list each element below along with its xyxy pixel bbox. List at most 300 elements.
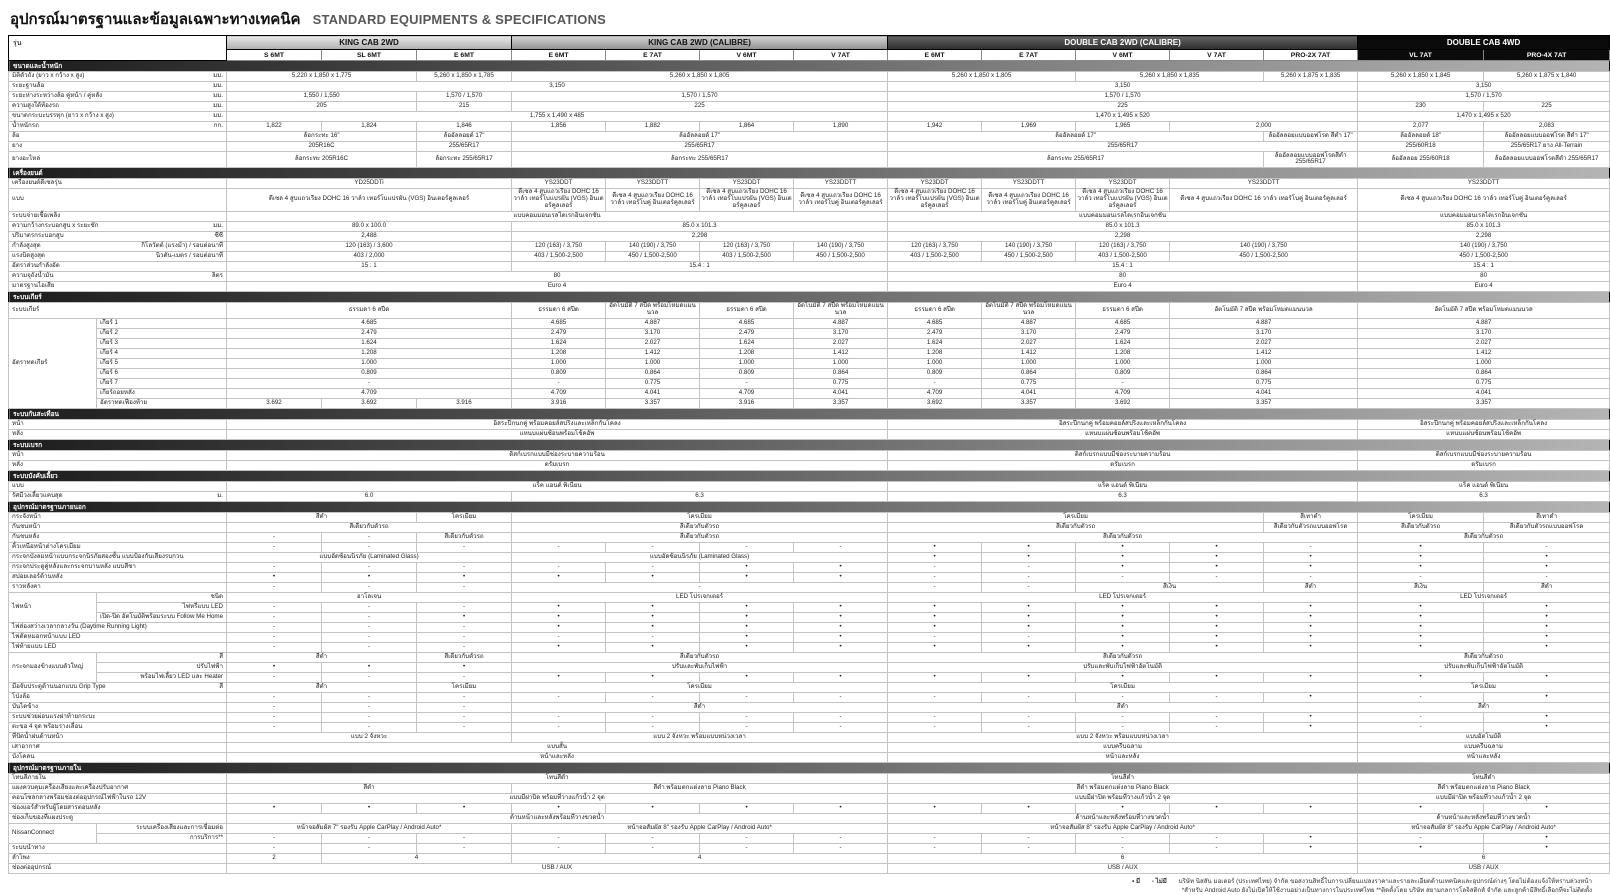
spec-cell: - [888, 572, 982, 582]
spec-cell: • [227, 662, 322, 672]
spec-cell: • [700, 803, 794, 813]
spec-cell: 230 [1358, 102, 1484, 112]
page-title-thai: อุปกรณ์มาตรฐานและข้อมูลเฉพาะทางเทคนิค [10, 11, 301, 28]
spec-cell: 4 [322, 853, 512, 863]
spec-cell: • [1264, 632, 1358, 642]
row-label [9, 853, 227, 863]
spec-cell: - [794, 692, 888, 702]
spec-cell: - [888, 562, 982, 572]
row-label [9, 281, 227, 291]
model-label-header: รุ่น [9, 36, 227, 61]
spec-cell: ดีเซล 4 สูบแถวเรียง DOHC 16 วาล์ว เทอร์โบแปรผัน (VGS) อินเตอร์คูลเลอร์ [889, 188, 980, 210]
spec-cell: - [1170, 692, 1264, 702]
spec-cell: สีดำ [227, 783, 512, 793]
spec-cell: • [794, 632, 888, 642]
spec-cell: หน้าและหลัง [227, 752, 888, 762]
spec-cell: 85.0 x 101.3 [512, 221, 888, 231]
spec-cell: YS23DDT [1076, 178, 1170, 188]
table-row [9, 72, 1610, 82]
spec-cell: - [700, 692, 794, 702]
row-label [9, 642, 227, 652]
spec-cell: 3.692 [322, 398, 417, 408]
spec-cell: - [982, 722, 1076, 732]
table-row [9, 732, 1610, 742]
spec-cell: • [1484, 562, 1610, 572]
spec-cell: • [888, 612, 982, 622]
row-unit: มม. [213, 92, 224, 100]
spec-cell: 1.208 [512, 348, 606, 358]
spec-cell: • [794, 642, 888, 652]
table-row [9, 231, 1610, 241]
spec-cell: อิสระปีกนกคู่ พร้อมคอยล์สปริงและเหล็กกันโคลง [888, 419, 1358, 429]
spec-cell: ดรัมเบรก [1358, 460, 1610, 470]
row-label [9, 632, 227, 642]
spec-cell: • [1264, 642, 1358, 652]
spec-cell: ดิสก์เบรกแบบมีช่องระบายความร้อน [227, 450, 888, 460]
row-label [97, 378, 227, 388]
spec-cell: ปรับและพับเก็บไฟฟ้าอัตโนมัติ [1358, 662, 1610, 672]
model-column-header: S 6MT [227, 50, 322, 61]
row-label-text: กันชนหน้า [12, 522, 41, 530]
row-label [9, 491, 227, 501]
spec-cell: 5,260 x 1,850 x 1,785 [417, 72, 512, 82]
spec-cell: 2,083 [1484, 122, 1610, 132]
spec-cell: 2,298 [512, 231, 888, 241]
spec-cell: 1.412 [794, 348, 888, 358]
table-row [9, 132, 1610, 142]
spec-cell: - [322, 622, 417, 632]
spec-cell: สีดำ [227, 512, 417, 522]
spec-cell: - [1264, 572, 1358, 582]
spec-cell: ธรรมดา 6 สปีด [227, 302, 512, 318]
spec-cell: 6 [888, 853, 1358, 863]
spec-cell: 1,755 x 1,490 x 485 [227, 112, 888, 122]
row-label-text: ช่องเก็บของที่แผงประตู [12, 813, 73, 821]
spec-cell: Euro 4 [227, 281, 888, 291]
row-label-text: กระจกประตูคู่หลังและกระจกบานหลัง แบบสีชา [12, 562, 136, 570]
spec-cell: 403 / 1,500-2,500 [512, 251, 606, 261]
table-row [9, 419, 1610, 429]
spec-cell: - [1170, 712, 1264, 722]
spec-cell: • [1484, 712, 1610, 722]
spec-cell: - [322, 612, 417, 622]
row-label [97, 358, 227, 368]
table-row [9, 241, 1610, 251]
table-row [9, 542, 1610, 552]
spec-cell: - [417, 582, 512, 592]
spec-cell: - [1076, 833, 1170, 843]
spec-cell: • [888, 552, 982, 562]
spec-cell: 4.887 [606, 318, 700, 328]
spec-cell: • [1358, 612, 1484, 622]
row-unit: นิวตัน-เมตร / รอบต่อนาที [155, 251, 224, 259]
row-label-text: ระยะฐานล้อ [12, 82, 45, 90]
spec-cell: • [1264, 552, 1358, 562]
spec-cell: • [606, 672, 700, 682]
model-column-header: V 6MT [700, 50, 794, 61]
spec-cell: - [227, 702, 322, 712]
spec-cell: - [794, 712, 888, 722]
spec-cell: หน้าและหลัง [1358, 752, 1610, 762]
spec-cell: • [1264, 803, 1358, 813]
row-label [97, 388, 227, 398]
spec-cell: - [700, 542, 794, 552]
spec-cell: - [512, 712, 606, 722]
spec-cell: - [227, 632, 322, 642]
spec-cell: 2 [227, 853, 322, 863]
spec-cell: • [1358, 642, 1484, 652]
row-label-text: เครื่องยนต์ดีเซลรุ่น [12, 178, 62, 186]
spec-cell: โครเมียม [417, 512, 512, 522]
spec-cell: • [1076, 562, 1170, 572]
spec-cell: - [512, 833, 606, 843]
spec-cell: 89.0 x 100.0 [227, 221, 512, 231]
spec-cell: สีเดียวกับตัวรถแบบออฟโรด [1264, 522, 1358, 532]
spec-cell: 85.0 x 101.3 [888, 221, 1358, 231]
spec-cell: แบบ 2 จังหวะ พร้อมแบบหน่วงเวลา [888, 732, 1358, 742]
spec-cell: - [227, 622, 322, 632]
row-label-text: ช่องต่ออุปกรณ์ [12, 863, 52, 871]
spec-cell: - [794, 833, 888, 843]
spec-cell: 1.000 [982, 358, 1076, 368]
table-row [9, 398, 1610, 408]
spec-cell: สีเดียวกับตัวรถ [417, 652, 512, 662]
spec-cell: • [1264, 722, 1358, 732]
spec-cell: • [794, 562, 888, 572]
row-label [97, 833, 227, 843]
spec-cell: 1,570 / 1,570 [1358, 92, 1610, 102]
spec-cell: • [417, 572, 512, 582]
spec-cell: • [512, 672, 606, 682]
spec-cell: - [512, 632, 606, 642]
spec-cell: 1.624 [1076, 338, 1170, 348]
spec-cell: 1.000 [227, 358, 512, 368]
spec-cell: - [606, 542, 700, 552]
spec-cell: - [1170, 722, 1264, 732]
row-label [9, 552, 227, 562]
row-label [9, 102, 227, 112]
spec-cell: สีเงิน [1076, 582, 1264, 592]
spec-cell: - [982, 712, 1076, 722]
spec-cell: • [417, 662, 512, 672]
table-row [9, 318, 1610, 328]
spec-cell: • [1076, 552, 1170, 562]
spec-cell: 3.170 [1170, 328, 1358, 338]
spec-cell: 15.4 : 1 [888, 261, 1358, 271]
spec-cell: - [1170, 572, 1264, 582]
spec-cell: • [982, 612, 1076, 622]
spec-cell: - [512, 562, 606, 572]
spec-cell: • [1484, 632, 1610, 642]
spec-cell: 4.887 [1358, 318, 1610, 328]
spec-cell: - [794, 843, 888, 853]
spec-cell: ล้ออัลลอยด์ 18" [1358, 132, 1484, 142]
section-row [9, 439, 1610, 450]
spec-cell: 0.809 [512, 368, 606, 378]
spec-cell: 5,260 x 1,850 x 1,805 [888, 72, 1076, 82]
spec-cell: 4.887 [982, 318, 1076, 328]
spec-cell: • [700, 642, 794, 652]
spec-cell: 0.809 [888, 368, 982, 378]
spec-cell: • [1170, 612, 1264, 622]
spec-cell: 5,260 x 1,850 x 1,805 [512, 72, 888, 82]
spec-cell: 3,150 [888, 82, 1358, 92]
spec-cell: • [1264, 562, 1358, 572]
spec-cell: - [982, 632, 1076, 642]
spec-cell: 3.692 [227, 398, 322, 408]
spec-cell: แร็ค แอนด์ พิเนียน [1358, 481, 1610, 491]
table-row [9, 803, 1610, 813]
spec-cell: • [1264, 602, 1358, 612]
spec-cell: 15.4 : 1 [1358, 261, 1610, 271]
spec-cell: ดรัมเบรก [227, 460, 888, 470]
spec-cell: 1.000 [606, 358, 700, 368]
row-label [9, 261, 227, 271]
spec-cell: โครเมียม [1358, 682, 1610, 692]
table-row [9, 572, 1610, 582]
table-row [9, 863, 1610, 873]
model-column-header: PRO-2X 7AT [1264, 50, 1358, 61]
spec-cell: 140 (190) / 3,750 [1170, 241, 1358, 251]
spec-cell: - [982, 582, 1076, 592]
spec-cell: แบบอัดซ้อนนิรภัย (Laminated Glass) [227, 552, 512, 562]
spec-cell: - [417, 542, 512, 552]
spec-cell: ดิสก์เบรกแบบมีช่องระบายความร้อน [1358, 450, 1610, 460]
section-header: ระบบบังคับเลี้ยว [9, 470, 1610, 481]
table-row [9, 552, 1610, 562]
spec-cell: • [1484, 672, 1610, 682]
spec-cell: - [322, 843, 417, 853]
spec-cell: • [606, 622, 700, 632]
spec-cell: ดีเซล 4 สูบแถวเรียง DOHC 16 วาล์ว เทอร์โบคู่ อินเตอร์คูลเลอร์ [1358, 188, 1610, 211]
spec-cell: โทนสีดำ [1358, 773, 1610, 783]
spec-cell: • [1484, 622, 1610, 632]
spec-cell: - [1170, 843, 1264, 853]
spec-cell: • [1076, 672, 1170, 682]
spec-cell: 3.170 [606, 328, 700, 338]
spec-cell: • [1484, 602, 1610, 612]
spec-cell: แร็ค แอนด์ พิเนียน [227, 481, 888, 491]
row-label-text: หน้า [12, 450, 24, 458]
spec-cell: 4.041 [606, 388, 700, 398]
spec-cell: สีเงิน [1358, 582, 1484, 592]
spec-cell: ล้ออัลลอยด์ 17" [888, 132, 1264, 142]
table-row [9, 512, 1610, 522]
section-header: ระบบกันสะเทือน [9, 408, 1610, 419]
spec-cell: • [700, 602, 794, 612]
spec-cell: - [322, 542, 417, 552]
spec-cell: อัตโนมัติ 7 สปีด พร้อมโหมดแมนนวล [1170, 302, 1358, 318]
spec-cell: 1.000 [1076, 358, 1170, 368]
spec-cell: 1.000 [1170, 358, 1358, 368]
header-model-row [9, 50, 1610, 61]
row-unit: ลิตร [211, 271, 224, 279]
spec-cell: • [512, 602, 606, 612]
spec-cell: 1,824 [322, 122, 417, 132]
spec-cell: • [1076, 632, 1170, 642]
row-label-text: ความสูงใต้ท้องรถ [12, 102, 59, 110]
spec-cell: • [606, 612, 700, 622]
table-row [9, 112, 1610, 122]
table-row [9, 388, 1610, 398]
section-header: ระบบเบรก [9, 439, 1610, 450]
spec-cell: YS23DDTT [1170, 178, 1358, 188]
spec-cell: 2,298 [888, 231, 1358, 241]
model-column-header: V 7AT [794, 50, 888, 61]
row-label [97, 348, 227, 358]
row-label-text: การบริการ** [189, 833, 224, 841]
spec-cell: - [700, 722, 794, 732]
spec-cell: โครเมียม [1358, 512, 1484, 522]
spec-cell: ดีเซล 4 สูบแถวเรียง DOHC 16 วาล์ว เทอร์โบคู่ อินเตอร์คูลเลอร์ [1170, 188, 1358, 211]
row-label-text: เกียร์ 6 [100, 368, 118, 376]
spec-cell: - [888, 712, 982, 722]
spec-cell: - [227, 542, 322, 552]
table-row [9, 672, 1610, 682]
spec-cell: 3.916 [512, 398, 606, 408]
spec-cell: ฮาโลเจน [227, 592, 512, 602]
spec-table [8, 35, 1610, 874]
spec-cell: • [1484, 612, 1610, 622]
table-row [9, 642, 1610, 652]
spec-cell: • [1358, 552, 1484, 562]
spec-cell: YS23DDTT [1358, 178, 1610, 188]
spec-cell: สีเดียวกับตัวรถ [512, 522, 888, 532]
spec-cell: 15.4 : 1 [512, 261, 888, 271]
model-column-header: E 7AT [982, 50, 1076, 61]
spec-cell: • [700, 622, 794, 632]
table-row [9, 823, 1610, 833]
table-row [9, 491, 1610, 501]
spec-cell: 2.027 [794, 338, 888, 348]
row-label [9, 92, 227, 102]
spec-cell: Euro 4 [888, 281, 1358, 291]
spec-cell: LED โปรเจกเตอร์ [888, 592, 1358, 602]
spec-cell: - [982, 833, 1076, 843]
table-row [9, 632, 1610, 642]
section-header: อุปกรณ์มาตรฐานภายนอก [9, 501, 1610, 512]
row-label-text: ความกว้างกระบอกสูบ x ระยะชัก [12, 221, 99, 229]
spec-cell: 6.3 [888, 491, 1358, 501]
row-unit: สี [219, 682, 224, 690]
spec-cell: - [322, 712, 417, 722]
table-row [9, 833, 1610, 843]
spec-cell: 80 [227, 271, 888, 281]
row-label [9, 532, 227, 542]
section-row [9, 470, 1610, 481]
spec-cell: 0.864 [606, 368, 700, 378]
spec-cell: - [227, 672, 322, 682]
row-label-text: เกียร์ 5 [100, 358, 118, 366]
spec-cell: - [982, 572, 1076, 582]
table-row [9, 612, 1610, 622]
spec-cell: • [1358, 622, 1484, 632]
spec-cell: • [794, 602, 888, 612]
spec-cell: 4.041 [1170, 388, 1358, 398]
spec-cell: • [888, 642, 982, 652]
spec-cell: 450 / 1,500-2,500 [1170, 251, 1358, 261]
table-row [9, 251, 1610, 261]
spec-cell: 1,570 / 1,570 [888, 92, 1358, 102]
row-label-text: ล้อ [12, 132, 20, 140]
spec-cell: USB / AUX [1358, 863, 1610, 873]
spec-cell: ดีเซล 4 สูบแถวเรียง DOHC 16 วาล์ว เทอร์โบคู่ อินเตอร์คูลเลอร์ [794, 188, 888, 211]
row-label [9, 302, 227, 318]
row-label [97, 823, 227, 833]
page-title-english: STANDARD EQUIPMENTS & SPECIFICATIONS [312, 12, 607, 27]
spec-cell: • [1358, 562, 1484, 572]
spec-cell: อิสระปีกนกคู่ พร้อมคอยล์สปริงและเหล็กกันโคลง [227, 419, 888, 429]
row-unit: มม. [213, 72, 224, 80]
row-label [9, 481, 227, 491]
spec-cell: • [1076, 542, 1170, 552]
spec-cell: ดิสก์เบรกแบบมีช่องระบายความร้อน [888, 450, 1358, 460]
row-label-text: หลัง [12, 460, 23, 468]
row-label-text: เสาอากาศ [12, 742, 40, 750]
table-row [9, 582, 1610, 592]
spec-cell: แบบคอมมอนเรลไดเรกอินเจกชัน [1358, 211, 1610, 221]
spec-cell: • [700, 572, 794, 582]
spec-cell: 255/65R17 [417, 142, 512, 152]
spec-cell: ธรรมดา 6 สปีด [888, 302, 982, 318]
spec-cell: • [1264, 692, 1358, 702]
spec-cell: สีเดียวกับตัวรถ [227, 522, 512, 532]
row-label [9, 793, 227, 803]
row-label-text: รัศมีวงเลี้ยวแคบสุด [12, 491, 63, 499]
spec-cell: ดีเซล 4 สูบแถวเรียง DOHC 16 วาล์ว เทอร์โบคู่ อินเตอร์คูลเลอร์ [606, 188, 700, 211]
spec-cell: - [888, 722, 982, 732]
spec-cell: 225 [1484, 102, 1610, 112]
spec-cell: 0.864 [982, 368, 1076, 378]
row-label-text: ยาง [12, 142, 23, 150]
row-label-text: บังโคลน [12, 752, 35, 760]
spec-cell: 255/65R17 [512, 142, 888, 152]
table-row [9, 261, 1610, 271]
row-label [9, 773, 227, 783]
spec-cell: • [1264, 672, 1358, 682]
row-label [9, 803, 227, 813]
table-row [9, 271, 1610, 281]
table-row [9, 450, 1610, 460]
spec-cell: 0.864 [1170, 368, 1358, 378]
spec-cell: 120 (163) / 3,600 [227, 241, 512, 251]
row-unit: มม. [213, 82, 224, 90]
spec-cell: - [227, 833, 322, 843]
spec-cell: 2.479 [700, 328, 794, 338]
spec-cell: • [512, 642, 606, 652]
spec-cell: - [227, 612, 322, 622]
row-label [9, 152, 227, 168]
row-label [97, 338, 227, 348]
spec-cell: 4.041 [982, 388, 1076, 398]
spec-cell: 1.412 [1170, 348, 1358, 358]
spec-cell: 4.887 [794, 318, 888, 328]
spec-cell: • [1170, 562, 1264, 572]
spec-cell: 1,550 / 1,550 [227, 92, 417, 102]
section-row [9, 61, 1610, 72]
row-label-text: ระบบเกียร์ [12, 305, 40, 313]
spec-cell: แบบมีฝาปิด พร้อมที่วางแก้วน้ำ 2 จุด [888, 793, 1358, 803]
spec-cell: • [322, 572, 417, 582]
spec-cell: - [982, 843, 1076, 853]
spec-cell: - [1170, 833, 1264, 843]
spec-cell: 3.357 [982, 398, 1076, 408]
spec-cell: 3.170 [1358, 328, 1610, 338]
spec-cell: 1.624 [888, 338, 982, 348]
row-label-text: ระบบเครื่องเสียงและการเชื่อมต่อ [136, 823, 224, 831]
spec-cell: ล้ออัลลอยแบบออฟโรดสีดำ 255/65R17 [1484, 152, 1610, 168]
spec-cell: สีดำ [227, 682, 417, 692]
